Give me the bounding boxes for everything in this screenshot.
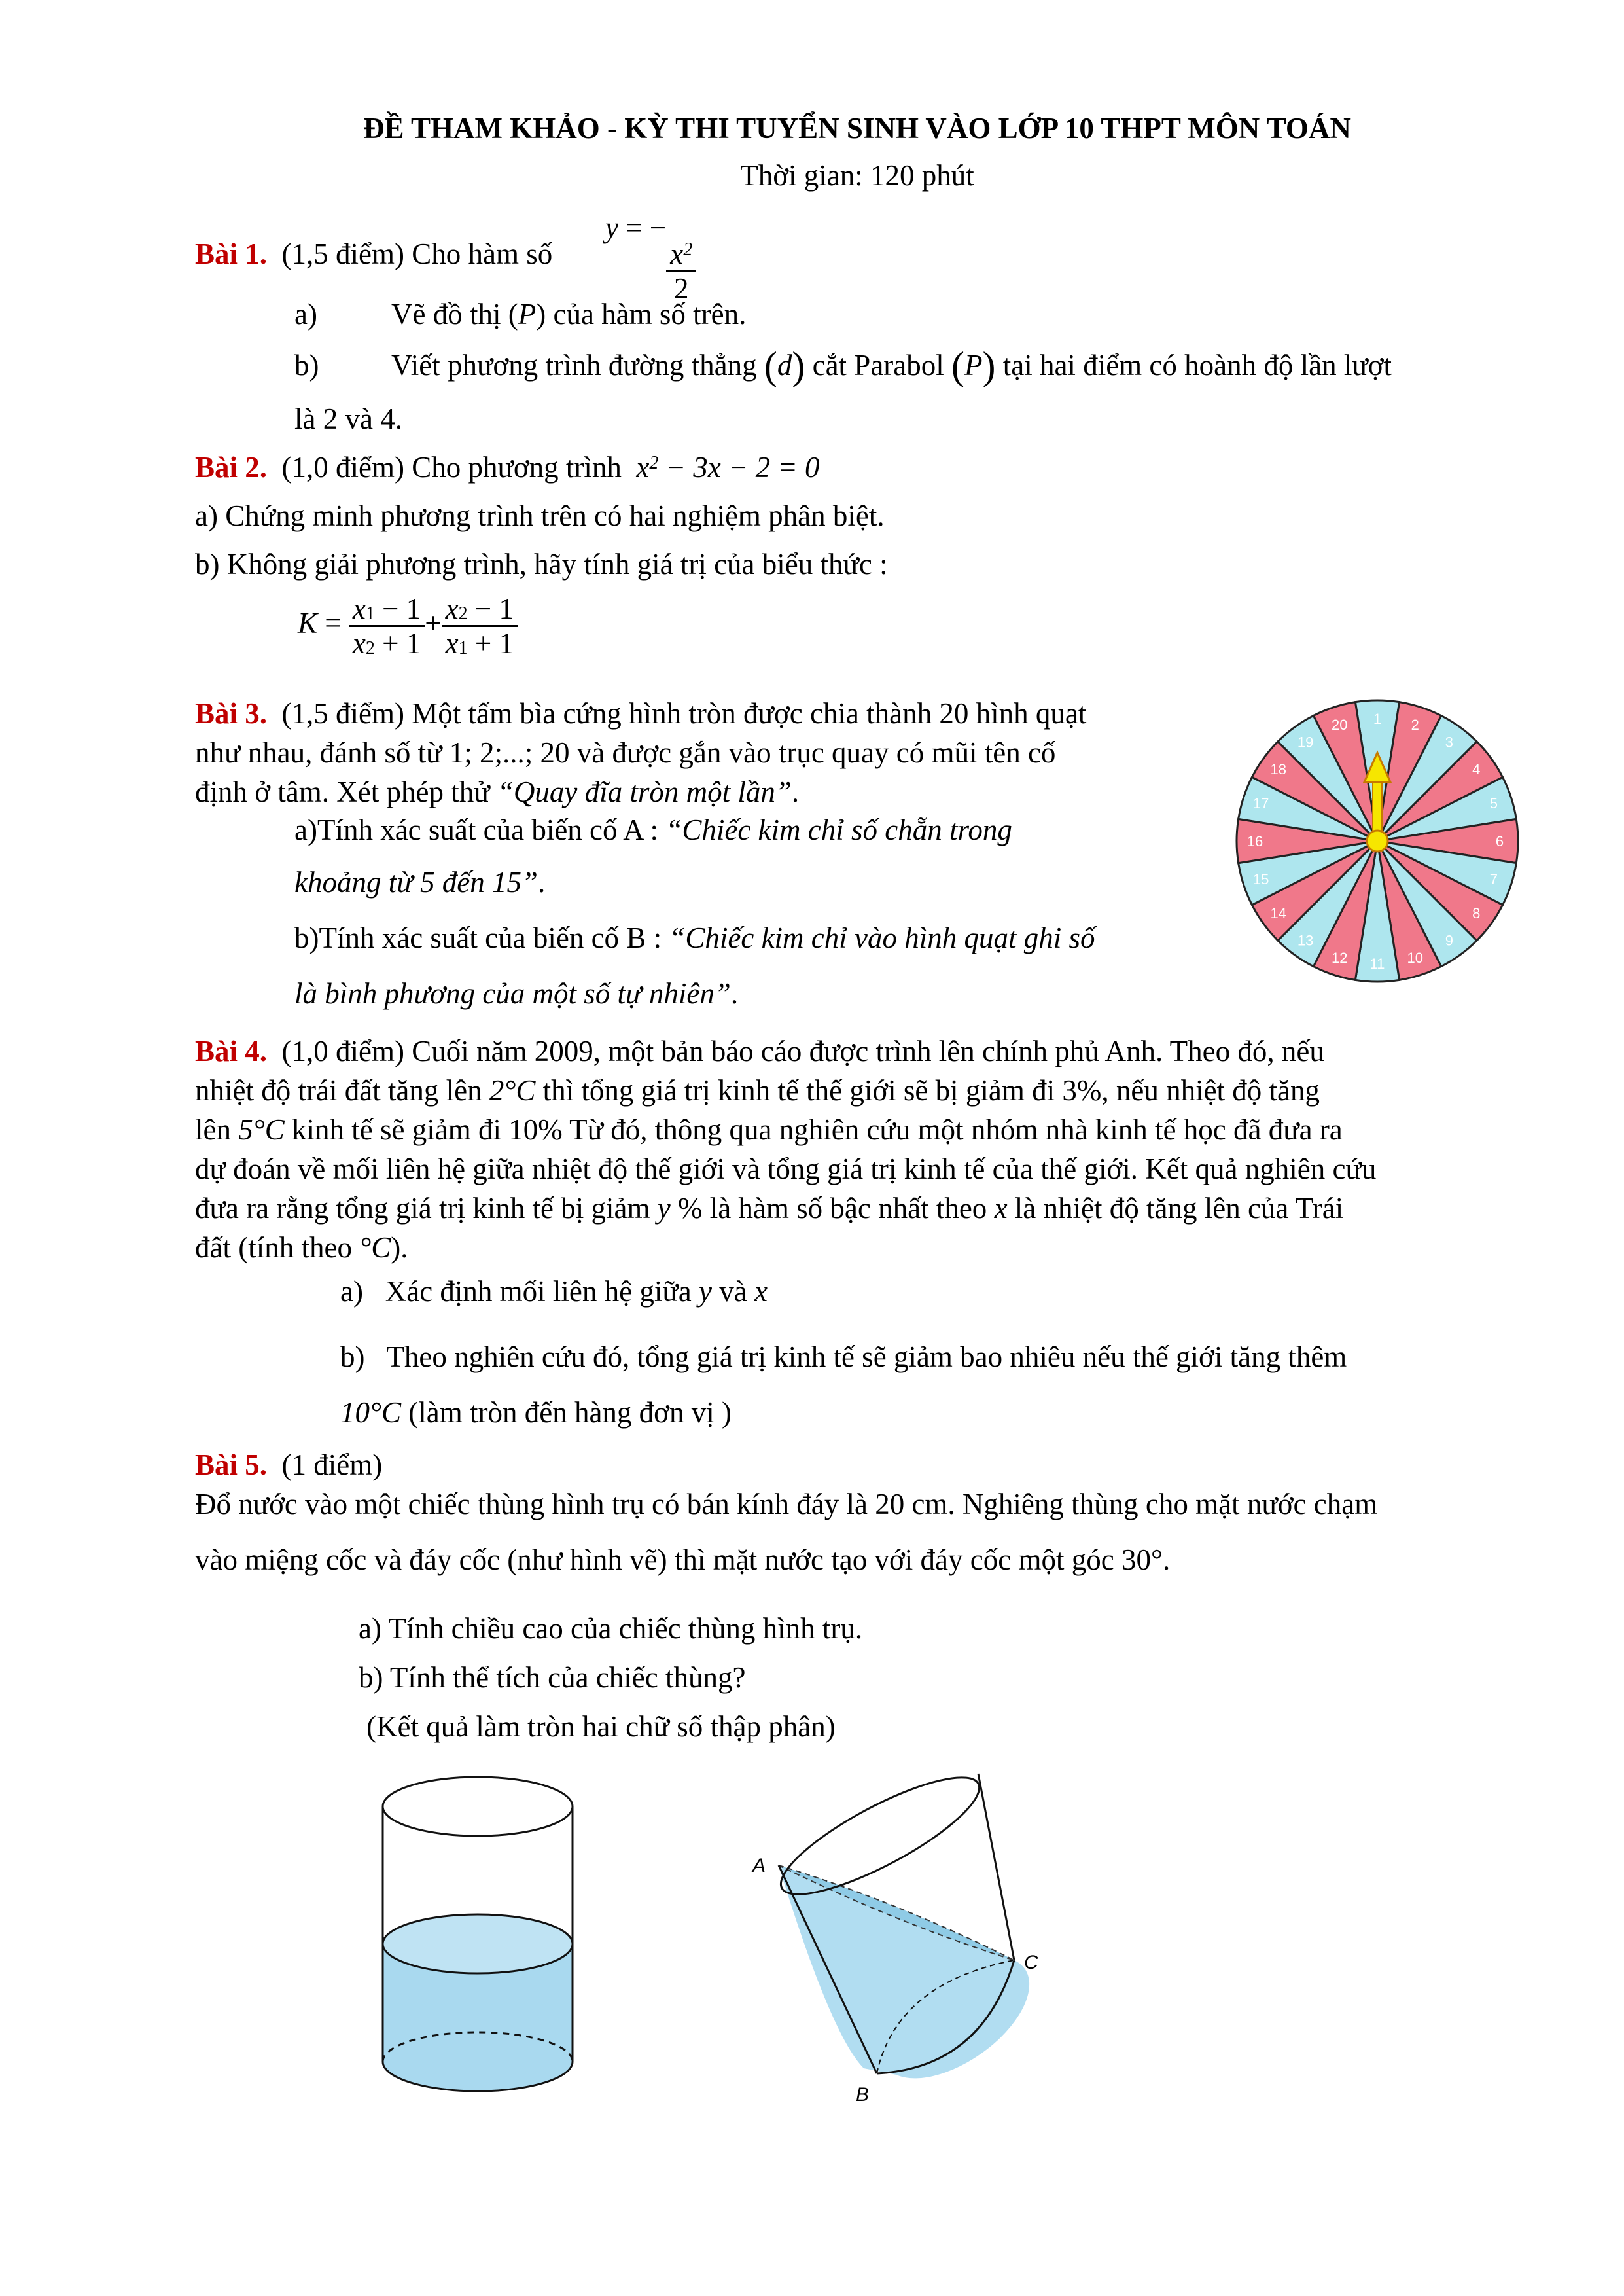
bai1-a-text-1: Vẽ đồ thị <box>391 298 501 331</box>
bai5-angle: 30° <box>1121 1543 1163 1576</box>
cylinder-top-rim <box>383 1777 573 1836</box>
wheel-number-17: 17 <box>1252 795 1269 812</box>
bai5-note: (Kết quả làm tròn hai chữ số thập phân) <box>366 1710 836 1743</box>
wheel-number-2: 2 <box>1411 717 1419 734</box>
bai5-l2-end: . <box>1162 1543 1171 1576</box>
bai4-a-text: Xác định mối liên hệ giữa <box>385 1275 692 1308</box>
wheel-number-20: 20 <box>1331 717 1348 734</box>
bai5-intro: (1 điểm) <box>281 1448 383 1481</box>
bai4-l3-temp: 5°C <box>238 1113 285 1146</box>
tilted-water <box>779 1865 1029 2078</box>
wheel-number-3: 3 <box>1445 734 1454 751</box>
bai2-intro: (1,0 điểm) Cho phương trình <box>281 451 622 484</box>
exam-time: Thời gian: 120 phút <box>740 159 974 192</box>
bai4-l6-a: đất (tính theo <box>195 1231 352 1264</box>
bai5-line1: Đổ nước vào một chiếc thùng hình trụ có bán kính đáy là 20 cm. Nghiêng thùng cho mặt nước chạm <box>195 1488 1378 1520</box>
bai3-b-3: là bình phương của một số tự nhiên” <box>294 977 731 1010</box>
bai2-equation: $x^2 - 3x - 2 = 0$ <box>636 451 820 484</box>
wheel-number-11: 11 <box>1369 956 1385 972</box>
wheel-number-14: 14 <box>1270 905 1286 922</box>
bai3-line1-text: (1,5 điểm) Một tấm bìa cứng hình tròn được chia thành 20 hình quạt <box>281 697 1087 730</box>
wheel-number-9: 9 <box>1445 932 1454 949</box>
bai4-l5-c: là nhiệt độ tăng lên của Trái <box>1014 1192 1344 1225</box>
exam-title: ĐỀ THAM KHẢO - KỲ THI TUYỂN SINH VÀO LỚP 10 THPT MÔN TOÁN <box>363 112 1351 145</box>
bai2-a: a) Chứng minh phương trình trên có hai nghiệm phân biệt. <box>195 499 885 532</box>
bai4-line1 <box>195 1033 1324 1069</box>
bai4-l3-b: kinh tế sẽ giảm đi 10% Từ đó, thông qua nghiên cứu một nhóm nhà kinh tế học đã đưa ra <box>292 1113 1343 1146</box>
tilted-cylinder-figure <box>733 1761 1073 2127</box>
spinner-wheel-figure <box>1214 694 1541 988</box>
bai1-b-va: và <box>345 403 373 435</box>
bai4-b-temp: 10°C <box>340 1396 402 1429</box>
bai5-b: b) Tính thể tích của chiếc thùng? <box>359 1661 746 1694</box>
bai4-a-var-y: y <box>699 1275 712 1308</box>
wheel-number-18: 18 <box>1270 761 1286 778</box>
wheel-number-10: 10 <box>1407 949 1424 966</box>
bai4-line2 <box>195 1072 1320 1109</box>
wheel-number-8: 8 <box>1472 905 1481 922</box>
bai3-b-line2 <box>294 975 738 1012</box>
bai3-a-1: a)Tính xác suất của biến cố A : <box>294 814 666 846</box>
bai3-b-1: b)Tính xác suất của biến cố B : <box>294 922 669 954</box>
bai1-num-4: 4 <box>380 403 395 435</box>
bai4-l2-b: thì tổng giá trị kinh tế thế giới sẽ bị giảm đi <box>542 1074 1055 1107</box>
wheel-number-5: 5 <box>1489 795 1498 812</box>
bai3-line3-a: định ở tâm. Xét phép thử <box>195 776 497 808</box>
wheel-number-13: 13 <box>1297 932 1314 949</box>
upright-cylinder-figure <box>366 1767 615 2108</box>
bai4-line3 <box>195 1111 1343 1148</box>
bai4-l5-b: % là hàm số bậc nhất theo <box>677 1192 987 1225</box>
bai1-intro-line <box>195 236 552 272</box>
wheel-number-6: 6 <box>1495 833 1504 850</box>
bai5-intro-line <box>195 1446 382 1483</box>
bai1-a-text-2: của hàm số trên. <box>553 298 747 331</box>
bai1-b-la: là <box>294 403 316 435</box>
bai4-b-text: Theo nghiên cứu đó, tổng giá trị kinh tế sẽ giảm bao nhiêu nếu thế giới tăng thêm <box>386 1340 1347 1373</box>
point-a-label: A <box>752 1855 766 1876</box>
bai3-label: Bài 3. <box>195 697 268 730</box>
bai3-line3 <box>195 774 799 810</box>
bai1-a-label: a) <box>294 298 317 331</box>
bai1-b-label: b) <box>294 349 319 382</box>
bai3-line1 <box>195 695 1086 732</box>
bai3-b-line1 <box>294 920 1095 956</box>
bai4-l1-a: (1,0 điểm) Cuối năm <box>281 1035 527 1067</box>
bai3-line2: như nhau, đánh số từ 1; 2;...; 20 và được gắn vào trục quay có mũi tên cố <box>195 736 1056 769</box>
bai4-year: 2009 <box>534 1035 593 1067</box>
bai3-a-line1 <box>294 812 1012 848</box>
bai4-line4: dự đoán về mối liên hệ giữa nhiệt độ thế giới và tổng giá trị kinh tế của thế giới. Kết quả nghiên cứu <box>195 1153 1377 1185</box>
bai3-a-4: . <box>538 866 546 899</box>
wheel-center-hub <box>1367 831 1388 852</box>
bai4-l2-temp: 2°C <box>489 1074 536 1107</box>
wheel-number-7: 7 <box>1489 870 1498 888</box>
bai4-a-var-x: x <box>754 1275 768 1308</box>
bai4-b-label: b) <box>340 1340 365 1373</box>
bai3-b-2: “Chiếc kim chỉ vào hình quạt ghi số <box>669 922 1095 954</box>
bai3-b-4: . <box>730 977 739 1010</box>
bai4-a-and: và <box>719 1275 747 1308</box>
bai4-a-label: a) <box>340 1275 363 1308</box>
wheel-number-16: 16 <box>1246 833 1263 850</box>
point-b-label: B <box>856 2084 870 2106</box>
bai5-a: a) Tính chiều cao của chiếc thùng hình trụ. <box>359 1612 863 1645</box>
bai4-l1-b: , một bản báo cáo được trình lên chính phủ Anh. Theo đó, nếu <box>593 1035 1324 1067</box>
bai3-a-3: khoảng từ 5 đến 15” <box>294 866 538 899</box>
bai4-a <box>340 1273 768 1310</box>
bai5-l2: vào miệng cốc và đáy cốc (như hình vẽ) thì mặt nước tạo với đáy cốc một góc <box>195 1543 1114 1576</box>
point-c-label: C <box>1024 1952 1038 1973</box>
bai1-b-text-2: cắt Parabol <box>812 349 944 382</box>
bai1-b-text-3: tại hai điểm có hoành độ lần lượt <box>1002 349 1392 382</box>
wheel-number-1: 1 <box>1373 711 1382 727</box>
bai4-l2-pct: 3% <box>1062 1074 1102 1107</box>
bai2-label: Bài 2. <box>195 451 268 484</box>
wheel-number-15: 15 <box>1252 870 1269 888</box>
bai3-line3-b: “Quay đĩa tròn một lần” <box>497 776 792 808</box>
wheel-number-19: 19 <box>1297 734 1314 751</box>
bai4-var-x: x <box>994 1192 1008 1225</box>
bai4-l6-unit: °C <box>359 1231 391 1264</box>
bai5-line2 <box>195 1541 1170 1578</box>
bai3-line3-c: . <box>791 776 800 808</box>
bai4-l2-c: , nếu nhiệt độ tăng <box>1101 1074 1320 1107</box>
bai4-label: Bài 4. <box>195 1035 268 1067</box>
bai1-period: . <box>395 403 402 435</box>
bai1-label: Bài 1. <box>195 238 268 270</box>
bai4-l3-a: lên <box>195 1113 231 1146</box>
bai1-b-text-1: Viết phương trình đường thẳng <box>391 349 757 382</box>
wheel-number-12: 12 <box>1331 949 1348 966</box>
bai4-line6 <box>195 1229 408 1266</box>
tilted-right-side <box>978 1774 1014 1960</box>
bai1-b-line: Viết phương trình đường thẳng (d) cắt Parabol (P) tại hai điểm có hoành độ lần lượt <box>391 344 1392 387</box>
bai1-intro: (1,5 điểm) Cho hàm số <box>281 238 553 270</box>
bai2-expression-k: K = $\frac{x_1 - 1}{x_2 + 1}$ + $\frac{x_2 - 1}{x_1 + 1}$ <box>298 592 518 660</box>
bai1-function-formula: y = − $\frac{x^2}{2}$ <box>605 209 696 305</box>
bai4-l6-b: ). <box>391 1231 408 1264</box>
bai1-a-line: Vẽ đồ thị (P) của hàm số trên. <box>391 298 747 331</box>
bai2-intro-line <box>195 449 819 486</box>
bai4-b <box>340 1338 1347 1375</box>
wheel-number-4: 4 <box>1472 761 1481 778</box>
bai4-var-y: y <box>657 1192 671 1225</box>
bai3-a-line2 <box>294 864 545 901</box>
bai4-l5-a: đưa ra rằng tổng giá trị kinh tế bị giảm <box>195 1192 650 1225</box>
bai4-b-tail: (làm tròn đến hàng đơn vị ) <box>408 1396 732 1429</box>
bai1-num-2: 2 <box>323 403 338 435</box>
water-surface <box>383 1914 573 1973</box>
bai3-a-2: “Chiếc kim chỉ số chẵn trong <box>665 814 1012 846</box>
bai4-l2-a: nhiệt độ trái đất tăng lên <box>195 1074 482 1107</box>
bai4-line5 <box>195 1190 1343 1227</box>
bai4-b-line2 <box>340 1394 732 1431</box>
bai2-b: b) Không giải phương trình, hãy tính giá trị của biểu thức : <box>195 548 888 581</box>
bai1-b-line2 <box>294 401 402 437</box>
bai5-label: Bài 5. <box>195 1448 268 1481</box>
